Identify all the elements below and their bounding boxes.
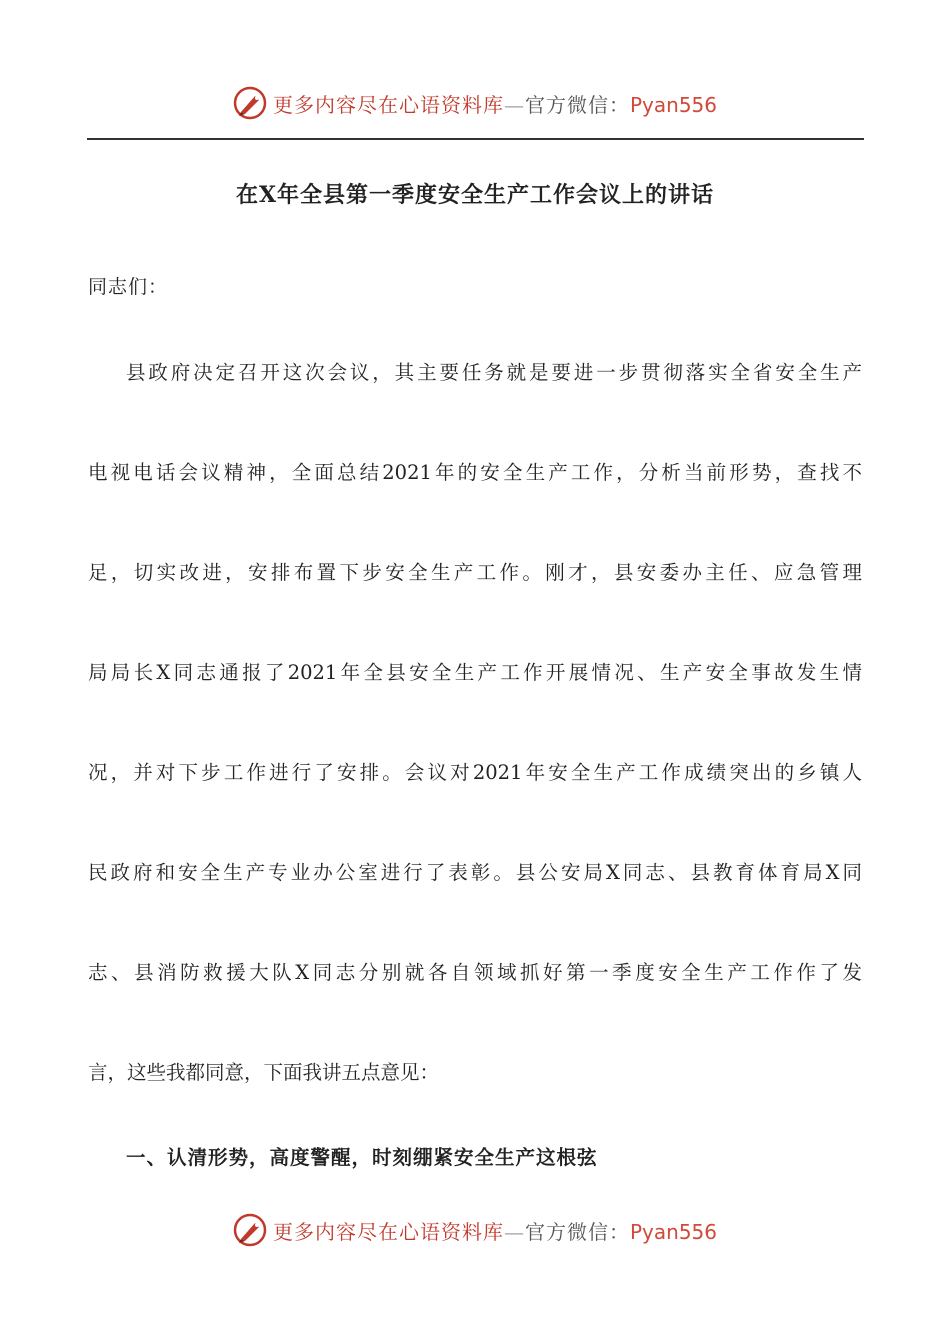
banner-text: [273, 1216, 717, 1245]
pen-logo-icon: [233, 1213, 267, 1247]
document-title: 在X年全县第一季度安全生产工作会议上的讲话: [235, 182, 715, 208]
pen-logo-icon: [233, 86, 267, 120]
banner-handle: Pyan556: [629, 1219, 717, 1244]
document-body: [88, 356, 862, 1156]
footer-banner: [0, 1210, 950, 1250]
header-divider: [87, 138, 864, 140]
paragraph-line: 言，这些我都同意，下面我讲五点意见：: [88, 1061, 440, 1084]
paragraph-line: 县政府决定召开这次会议，其主要任务就是要进一步贯彻落实全省安全生产: [126, 361, 862, 384]
section-heading: 一、认清形势，高度警醒，时刻绷紧安全生产这根弦: [126, 1146, 598, 1169]
paragraph-line: 足，切实改进，安排布置下步安全生产工作。刚才，县安委办主任、应急管理: [88, 561, 862, 584]
paragraph-line: 电视电话会议精神，全面总结2021年的安全生产工作，分析当前形势，查找不: [88, 461, 862, 484]
header-banner: [0, 83, 950, 123]
paragraph-line: 局局长X同志通报了2021年全县安全生产工作开展情况、生产安全事故发生情: [88, 661, 862, 684]
banner-promo: 更多内容尽在心语资料库: [272, 92, 504, 117]
banner-handle: Pyan556: [629, 92, 717, 117]
banner-label: 官方微信：: [524, 92, 630, 117]
paragraph-line: 民政府和安全生产专业办公室进行了表彰。县公安局X同志、县教育体育局X同: [88, 861, 862, 884]
banner-dash: —: [503, 1219, 525, 1244]
banner-dash: —: [503, 92, 525, 117]
paragraph-line: 志、县消防救援大队X同志分别就各自领域抓好第一季度安全生产工作作了发: [88, 961, 862, 984]
paragraph-line: 况，并对下步工作进行了安排。会议对2021年安全生产工作成绩突出的乡镇人: [88, 761, 862, 784]
salutation: 同志们：: [88, 276, 169, 298]
banner-label: 官方微信：: [524, 1219, 630, 1244]
banner-promo: 更多内容尽在心语资料库: [272, 1219, 504, 1244]
banner-text: [273, 89, 717, 118]
